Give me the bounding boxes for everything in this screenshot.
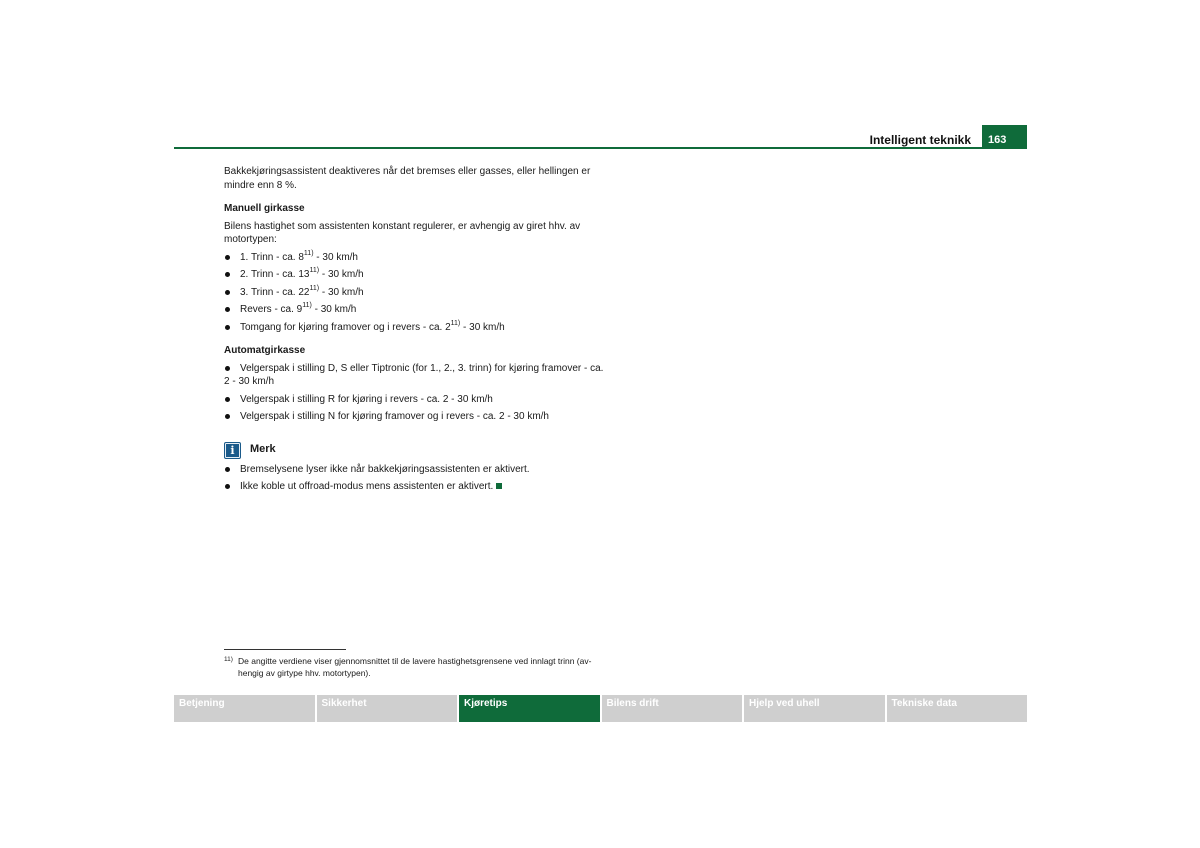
note-item-1: Bremselysene lyser ikke når bakkekjøringsassistenten er aktivert. [224, 463, 604, 477]
note-header [224, 442, 604, 459]
note-title: Merk [250, 443, 276, 456]
tab-tekniske-data[interactable]: Tekniske data [887, 695, 1028, 722]
chapter-nav [174, 695, 1027, 722]
manual-text: Bilens hastighet som assistenten konstant regulerer, er avhengig av giret hhv. av motortypen: [224, 220, 581, 245]
manual-heading: Manuell girkasse [224, 203, 305, 214]
intro-paragraph: Bakkekjøringsassistent deaktiveres når det bremses eller gasses, eller hellingen er mindre enn 8 %. [224, 166, 591, 191]
footnote-rule [224, 649, 346, 650]
tab-betjening[interactable]: Betjening [174, 695, 315, 722]
automatic-item-1: Velgerspak i stilling D, S eller Tiptronic (for 1., 2., 3. trinn) for kjøring framover - ca. 2 - 30 km/h [224, 362, 604, 387]
header-rule [174, 147, 1027, 149]
automatic-item-3: Velgerspak i stilling N for kjøring framover og i revers - ca. 2 - 30 km/h [224, 410, 604, 424]
footnote-text: De angitte verdiene viser gjennomsnittet til de lavere hastighetsgrensene ved innlagt trinn (av- hengig av girtype hhv. motortypen). [238, 656, 592, 678]
bullet-icon [225, 307, 230, 312]
manual-item-1: 1. Trinn - ca. 8$^{11)}$ - 30 km/h [224, 251, 604, 265]
tab-bilens-drift[interactable]: Bilens drift [602, 695, 743, 722]
automatic-item-2: Velgerspak i stilling R for kjøring i revers - ca. 2 - 30 km/h [224, 393, 604, 407]
manual-item-2: 2. Trinn - ca. 13$^{11)}$ - 30 km/h [224, 268, 604, 282]
main-content [224, 165, 604, 494]
tab-kjoretips[interactable]: Kjøretips [459, 695, 600, 722]
bullet-icon [225, 272, 230, 277]
automatic-heading: Automatgirkasse [224, 345, 306, 356]
bullet-icon [225, 414, 230, 419]
bullet-icon [225, 484, 230, 489]
bullet-icon [225, 467, 230, 472]
section-end-icon [496, 483, 502, 489]
manual-item-5: Tomgang for kjøring framover og i revers - ca. 2$^{11)}$ - 30 km/h [224, 321, 604, 335]
manual-item-3: 3. Trinn - ca. 22$^{11)}$ - 30 km/h [224, 286, 604, 300]
manual-item-4: Revers - ca. 9$^{11)}$ - 30 km/h [224, 303, 604, 317]
section-title: Intelligent teknikk [869, 133, 971, 147]
bullet-icon [225, 366, 230, 371]
bullet-icon [225, 325, 230, 330]
page-number: 163 [982, 125, 1027, 149]
tab-hjelp-ved-uhell[interactable]: Hjelp ved uhell [744, 695, 885, 722]
footnote [224, 656, 604, 679]
bullet-icon [225, 290, 230, 295]
note-item-2: Ikke koble ut offroad-modus mens assistenten er aktivert. [224, 480, 604, 494]
tab-sikkerhet[interactable]: Sikkerhet [317, 695, 458, 722]
footnote-marker: 11) [224, 656, 233, 663]
info-icon: i [224, 442, 241, 459]
bullet-icon [225, 397, 230, 402]
bullet-icon [225, 255, 230, 260]
